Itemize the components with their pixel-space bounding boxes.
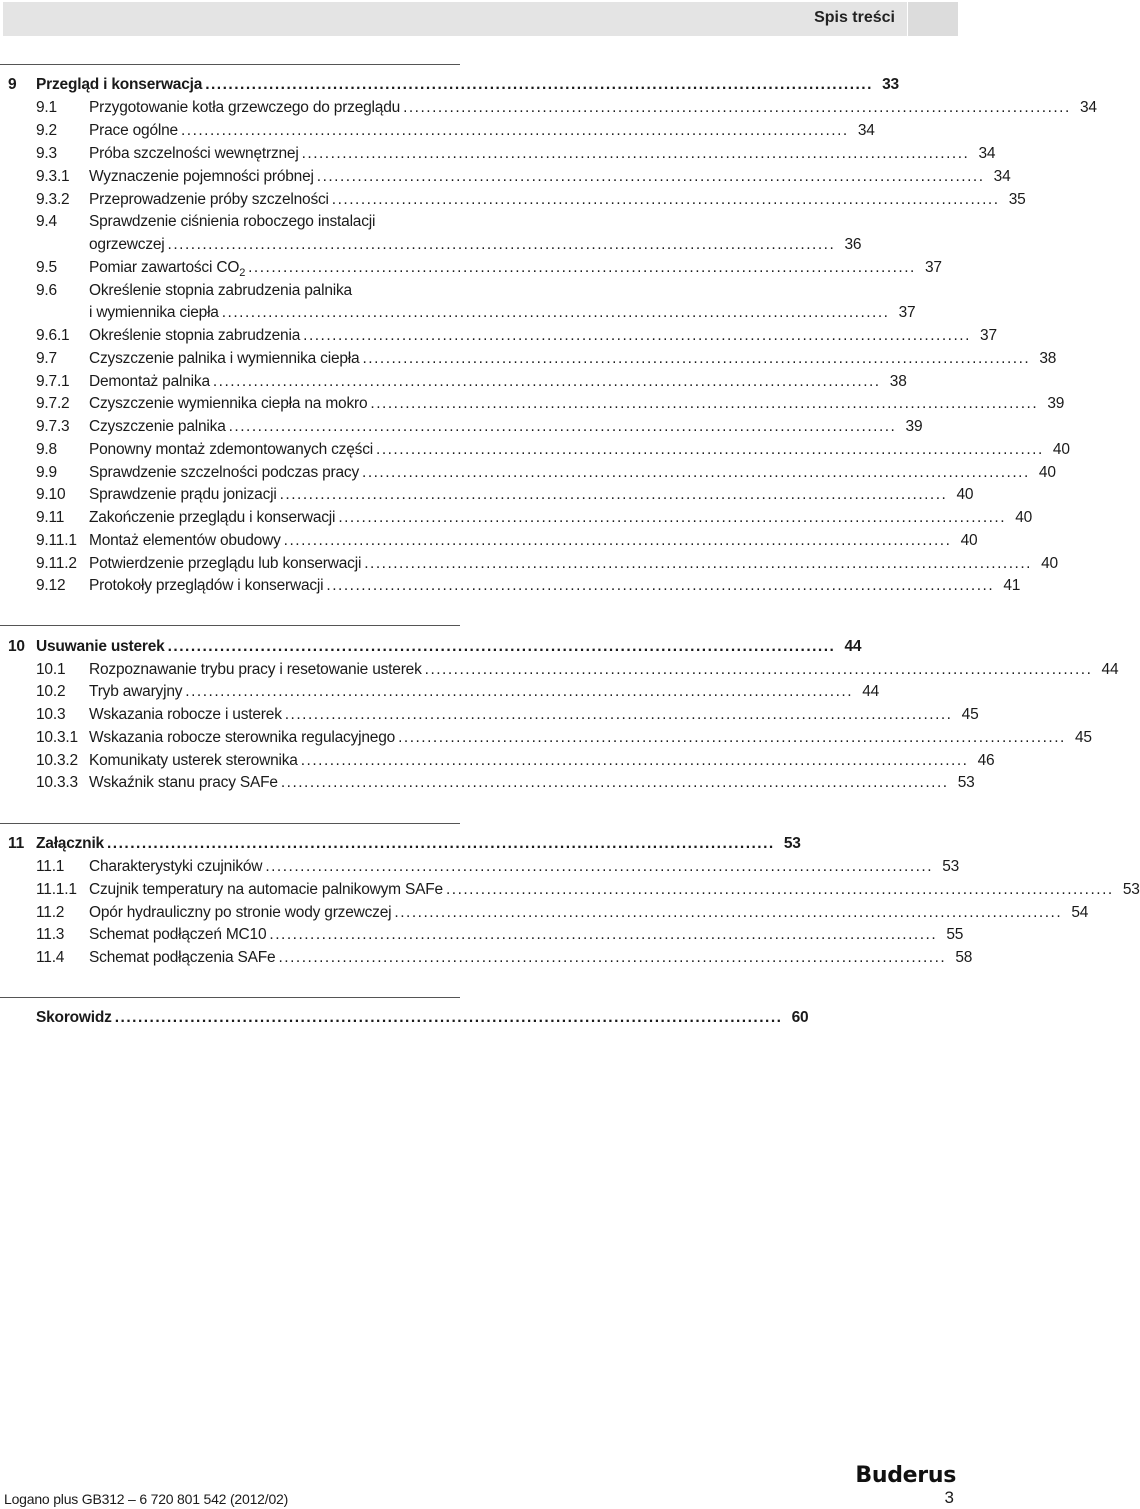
toc-entry[interactable] <box>0 392 1065 415</box>
leader-dots <box>391 901 1062 924</box>
page-number: 34 <box>993 168 1011 185</box>
leader-dots <box>373 438 1044 461</box>
toc-chapter-11[interactable] <box>0 832 801 855</box>
entry-number: 9.3 <box>36 145 57 162</box>
chapter-separator <box>0 823 460 824</box>
toc-entry[interactable] <box>0 165 1011 188</box>
entry-number: 10.3.2 <box>36 752 78 769</box>
page-number: 46 <box>977 752 995 769</box>
leader-dots <box>281 529 952 552</box>
page-number: 44 <box>862 683 880 700</box>
page-number: 37 <box>980 327 997 344</box>
toc-entry-continuation[interactable] <box>0 301 916 324</box>
leader-dots <box>400 96 1071 119</box>
toc-entry[interactable] <box>0 855 960 878</box>
entry-title: Ponowny montaż zdemontowanych części <box>89 441 374 458</box>
entry-title: Przeprowadzenie próby szczelności <box>89 191 329 208</box>
page-number: 53 <box>942 858 960 875</box>
page-number: 36 <box>844 236 862 253</box>
entry-title: Prace ogólne <box>89 122 178 139</box>
leader-dots <box>226 415 897 438</box>
entry-number: 10.3 <box>36 706 66 723</box>
subscript: 2 <box>239 267 246 280</box>
toc-entry[interactable] <box>0 142 996 165</box>
entry-number: 10.2 <box>36 683 66 700</box>
entry-title: Czujnik temperatury na automacie palnikowym SAFe <box>89 881 443 898</box>
toc-entry[interactable] <box>0 703 979 726</box>
toc-entry[interactable] <box>0 574 1021 597</box>
toc-entry[interactable] <box>0 210 461 233</box>
entry-title: Schemat podłączeń MC10 <box>89 926 267 943</box>
page-number: 40 <box>956 486 974 503</box>
chapter-title: Załącznik <box>36 835 104 852</box>
entry-title: Czyszczenie palnika <box>89 418 226 435</box>
toc-entry[interactable] <box>0 726 1092 749</box>
entry-number: 9.5 <box>36 259 57 276</box>
leader-dots <box>299 142 970 165</box>
page-number: 38 <box>1039 350 1057 367</box>
entry-title: Sprawdzenie prądu jonizacji <box>89 486 277 503</box>
page-section-title: Spis treści <box>814 9 895 26</box>
page-number: 54 <box>1071 904 1089 921</box>
toc-entry[interactable] <box>0 256 942 280</box>
entry-title: Rozpoznawanie trybu pracy i resetowanie usterek <box>89 661 422 678</box>
toc-entry-continuation[interactable] <box>0 233 862 256</box>
page-number: 40 <box>1052 441 1070 458</box>
entry-number: 9.1 <box>36 99 57 116</box>
toc-entry[interactable] <box>0 324 997 347</box>
page-number: 37 <box>925 259 942 276</box>
page-number: 39 <box>1047 395 1065 412</box>
entry-title: Próba szczelności wewnętrznej <box>89 145 299 162</box>
toc-entry[interactable] <box>0 506 1033 529</box>
leader-dots <box>314 165 985 188</box>
entry-number: 9.11.2 <box>36 555 77 572</box>
page-number: 44 <box>844 638 862 655</box>
entry-number: 10.3.1 <box>36 729 78 746</box>
entry-number: 9.7.3 <box>36 418 70 435</box>
leader-dots <box>165 233 836 256</box>
toc-index[interactable] <box>0 1006 809 1029</box>
entry-title: Zakończenie przeglądu i konserwacji <box>89 509 336 526</box>
entry-title: Wskazania robocze sterownika regulacyjnego <box>89 729 396 746</box>
page-number: 55 <box>946 926 964 943</box>
page-number: 40 <box>1038 464 1056 481</box>
entry-title: Schemat podłączenia SAFe <box>89 949 276 966</box>
toc-entry[interactable] <box>0 370 907 393</box>
toc-chapter-10[interactable] <box>0 635 862 658</box>
toc-entry[interactable] <box>0 901 1089 924</box>
entry-title: Protokoły przeglądów i konserwacji <box>89 577 324 594</box>
entry-title: Określenie stopnia zabrudzenia palnika <box>89 282 352 299</box>
leader-dots <box>422 658 1093 681</box>
leader-dots <box>266 923 937 946</box>
page-number: 40 <box>1041 555 1058 572</box>
chapter-title: Przegląd i konserwacja <box>36 76 203 93</box>
toc-entry[interactable] <box>0 529 978 552</box>
header-bar <box>3 2 907 36</box>
entry-number: 9.2 <box>36 122 57 139</box>
page-number: 41 <box>1003 577 1021 594</box>
leader-dots <box>104 832 775 855</box>
leader-dots <box>359 347 1030 370</box>
chapter-separator <box>0 64 460 65</box>
page-number: 45 <box>1074 729 1092 746</box>
entry-title: Komunikaty usterek sterownika <box>89 752 298 769</box>
toc-entry[interactable] <box>0 96 1097 119</box>
page-number: 40 <box>1015 509 1033 526</box>
toc-entry[interactable] <box>0 483 974 506</box>
page-number: 37 <box>898 304 916 321</box>
toc-entry[interactable] <box>0 680 880 703</box>
leader-dots <box>298 749 969 772</box>
entry-number: 9.12 <box>36 577 66 594</box>
entry-title: Montaż elementów obudowy <box>89 532 281 549</box>
entry-title: Potwierdzenie przeglądu lub konserwacji <box>89 555 362 572</box>
footer-page-number: 3 <box>944 1488 954 1507</box>
toc-entry[interactable] <box>0 279 461 302</box>
page-number: 53 <box>1122 881 1140 898</box>
leader-dots <box>165 635 836 658</box>
toc-entry[interactable] <box>0 552 1058 575</box>
page-number: 60 <box>791 1009 809 1026</box>
entry-number: 9.7.2 <box>36 395 70 412</box>
toc-chapter-9[interactable] <box>0 73 899 96</box>
toc-entry[interactable] <box>0 771 975 794</box>
toc-entry[interactable] <box>0 923 964 946</box>
entry-number: 9.11.1 <box>36 532 77 549</box>
page-number: 53 <box>783 835 801 852</box>
leader-dots <box>178 119 849 142</box>
chapter-separator <box>0 997 460 998</box>
leader-dots <box>262 855 933 878</box>
entry-title: Tryb awaryjny <box>89 683 183 700</box>
entry-number: 9.6 <box>36 282 57 299</box>
entry-number: 9.11 <box>36 509 65 526</box>
page-number: 53 <box>957 774 975 791</box>
entry-title-line2: i wymiennika ciepła <box>89 304 219 321</box>
document-footer: Logano plus GB312 – 6 720 801 542 (2012/02) <box>4 1491 289 1507</box>
chapter-number: 11 <box>8 835 24 852</box>
entry-number: 9.7 <box>36 350 57 367</box>
page-number: 35 <box>1008 191 1026 208</box>
entry-title: Opór hydrauliczny po stronie wody grzewczej <box>89 904 392 921</box>
leader-dots <box>182 680 853 703</box>
chapter-title: Usuwanie usterek <box>36 638 165 655</box>
chapter-number: 10 <box>8 638 25 655</box>
page-number: 33 <box>882 76 899 93</box>
leader-dots <box>202 73 873 96</box>
entry-number: 11.3 <box>36 926 65 943</box>
leader-dots <box>245 256 916 279</box>
toc-entry[interactable] <box>0 946 973 969</box>
entry-number: 11.2 <box>36 904 65 921</box>
toc-entry[interactable] <box>0 347 1057 370</box>
entry-number: 9.3.1 <box>36 168 70 185</box>
entry-number: 9.3.2 <box>36 191 70 208</box>
entry-number: 10.1 <box>36 661 66 678</box>
toc-entry[interactable] <box>0 438 1070 461</box>
entry-number: 9.9 <box>36 464 57 481</box>
entry-title: Pomiar zawartości CO <box>89 259 240 276</box>
entry-title: Wskazania robocze i usterek <box>89 706 282 723</box>
toc-entry[interactable] <box>0 119 875 142</box>
index-title: Skorowidz <box>36 1009 112 1026</box>
entry-title: Wyznaczenie pojemności próbnej <box>89 168 314 185</box>
leader-dots <box>335 506 1006 529</box>
toc-entry[interactable] <box>0 415 923 438</box>
toc-entry[interactable] <box>0 878 1140 901</box>
leader-dots <box>277 483 948 506</box>
toc-entry[interactable] <box>0 461 1056 484</box>
page-number: 39 <box>905 418 923 435</box>
page-number: 34 <box>857 122 875 139</box>
entry-title: Sprawdzenie ciśnienia roboczego instalacji <box>89 213 376 230</box>
entry-number: 11.1 <box>36 858 65 875</box>
leader-dots <box>323 574 994 597</box>
entry-number: 9.8 <box>36 441 57 458</box>
chapter-separator <box>0 625 460 626</box>
entry-number: 9.6.1 <box>36 327 70 344</box>
page-number: 34 <box>978 145 996 162</box>
entry-number: 11.4 <box>36 949 65 966</box>
entry-title: Przygotowanie kotła grzewczego do przeglądu <box>89 99 401 116</box>
entry-title: Określenie stopnia zabrudzenia <box>89 327 301 344</box>
chapter-number: 9 <box>8 76 17 93</box>
leader-dots <box>359 461 1030 484</box>
page-number: 38 <box>889 373 907 390</box>
toc-entry[interactable] <box>0 658 1119 681</box>
page-number: 58 <box>955 949 973 966</box>
page-number: 45 <box>961 706 979 723</box>
leader-dots <box>395 726 1066 749</box>
entry-title: Wskaźnik stanu pracy SAFe <box>89 774 278 791</box>
page-number: 40 <box>960 532 978 549</box>
page-number: 44 <box>1101 661 1119 678</box>
leader-dots <box>443 878 1114 901</box>
page-number: 34 <box>1079 99 1097 116</box>
leader-dots <box>112 1006 783 1029</box>
toc-entry[interactable] <box>0 749 995 772</box>
entry-number: 11.1.1 <box>36 881 77 898</box>
entry-number: 9.10 <box>36 486 66 503</box>
leader-dots <box>210 370 881 393</box>
entry-title: Czyszczenie wymiennika ciepła na mokro <box>89 395 368 412</box>
leader-dots <box>278 771 949 794</box>
leader-dots <box>275 946 946 969</box>
entry-number: 9.7.1 <box>36 373 70 390</box>
entry-title-line2: ogrzewczej <box>89 236 165 253</box>
entry-title: Sprawdzenie szczelności podczas pracy <box>89 464 360 481</box>
entry-title: Demontaż palnika <box>89 373 210 390</box>
leader-dots <box>361 552 1032 575</box>
leader-dots <box>300 324 971 347</box>
entry-title: Charakterystyki czujników <box>89 858 263 875</box>
buderus-logo: Buderus <box>855 1463 956 1488</box>
leader-dots <box>329 188 1000 211</box>
entry-title: Czyszczenie palnika i wymiennika ciepła <box>89 350 360 367</box>
entry-number: 9.4 <box>36 213 57 230</box>
header-tab-block <box>908 2 958 36</box>
leader-dots <box>219 301 890 324</box>
leader-dots <box>282 703 953 726</box>
leader-dots <box>367 392 1038 415</box>
toc-entry[interactable] <box>0 188 1026 211</box>
entry-number: 10.3.3 <box>36 774 78 791</box>
